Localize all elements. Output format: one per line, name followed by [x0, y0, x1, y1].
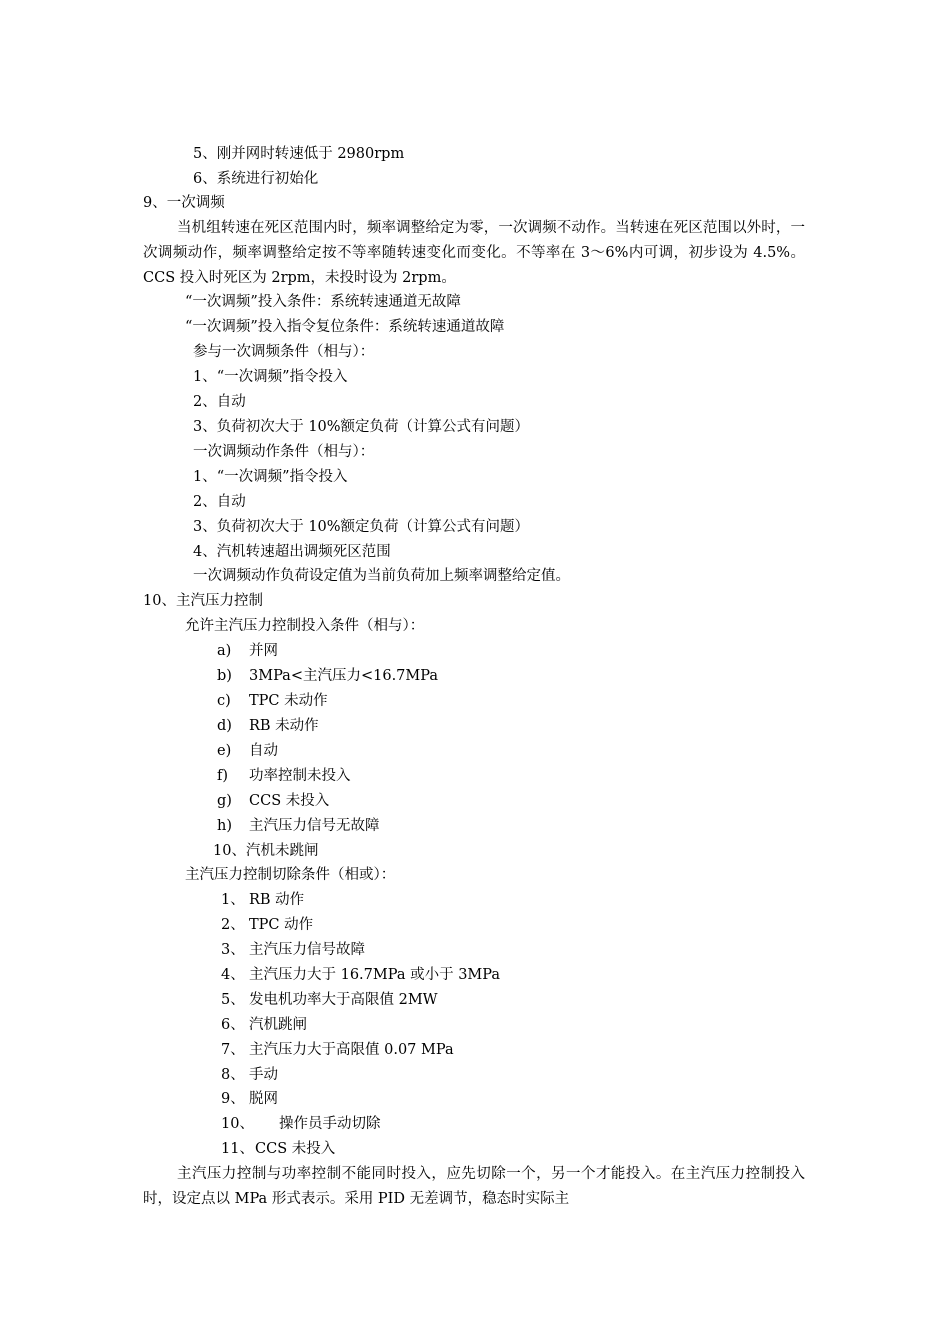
- list-item-mark: d): [217, 718, 232, 734]
- list-item-mark: b): [217, 668, 232, 684]
- list-item: 并网: [249, 643, 278, 659]
- list-item: 主汽压力大于 16.7MPa 或小于 3MPa: [249, 967, 501, 983]
- list-item: 3、负荷初次大于 10%额定负荷（计算公式有问题）: [193, 519, 530, 535]
- list-item: 1、“一次调频”指令投入: [193, 469, 348, 485]
- list-item: 主汽压力信号无故障: [249, 818, 380, 834]
- section-heading: 9、一次调频: [143, 195, 225, 211]
- subsection-title: 允许主汽压力控制投入条件（相与）：: [185, 618, 425, 634]
- list-item-mark: 6、: [221, 1017, 245, 1033]
- list-item: 3MPa<主汽压力<16.7MPa: [249, 668, 439, 684]
- list-item-mark: 7、: [221, 1042, 245, 1058]
- list-item: 4、汽机转速超出调频死区范围: [193, 544, 391, 560]
- list-item: RB 未动作: [249, 718, 319, 734]
- list-item-mark: c): [217, 693, 231, 709]
- list-item-mark: 3、: [221, 942, 245, 958]
- paragraph-pressure-control: 主汽压力控制与功率控制不能同时投入，应先切除一个，另一个才能投入。在主汽压力控制投入时，设定点以 MPa 形式表示。采用 PID 无差调节，稳态时实际主: [143, 1166, 805, 1207]
- list-item: 6、系统进行初始化: [193, 171, 319, 187]
- section-heading: 10、主汽压力控制: [143, 593, 263, 609]
- paragraph-frequency-description: 当机组转速在死区范围内时，频率调整给定为零，一次调频不动作。当转速在死区范围以外时，一次调频动作，频率调整给定按不等率随转速变化而变化。不等率在 3～6%内可调，初步设为 4.5%。CCS 投入时死区为 2rpm，未投时设为 2rpm。: [143, 220, 805, 286]
- list-item: 主汽压力大于高限值 0.07 MPa: [249, 1042, 454, 1058]
- list-item: 发电机功率大于高限值 2MW: [249, 992, 438, 1008]
- list-item: 2、自动: [193, 394, 246, 410]
- list-item-mark: 10、: [221, 1116, 254, 1132]
- list-item: 脱网: [249, 1091, 278, 1107]
- list-item-mark: e): [217, 743, 232, 759]
- list-item-mark: 1、: [221, 892, 245, 908]
- text-line: “一次调频”投入指令复位条件：系统转速通道故障: [185, 319, 505, 335]
- list-item-mark: a): [217, 643, 232, 659]
- list-item: 功率控制未投入: [249, 768, 351, 784]
- list-item: CCS 未投入: [249, 793, 330, 809]
- text-line: 一次调频动作负荷设定值为当前负荷加上频率调整给定值。: [193, 568, 570, 584]
- subsection-title: 参与一次调频条件（相与）：: [193, 344, 375, 360]
- list-item: 3、负荷初次大于 10%额定负荷（计算公式有问题）: [193, 419, 530, 435]
- list-item: 主汽压力信号故障: [249, 942, 365, 958]
- list-item-mark: h): [217, 818, 232, 834]
- subsection-title: 一次调频动作条件（相与）：: [193, 444, 375, 460]
- list-item: 1、“一次调频”指令投入: [193, 369, 348, 385]
- list-item: 自动: [249, 743, 278, 759]
- text-line: “一次调频”投入条件：系统转速通道无故障: [185, 294, 461, 310]
- list-item-mark: 11、: [221, 1141, 254, 1157]
- list-item: 操作员手动切除: [279, 1116, 381, 1132]
- list-item: TPC 未动作: [249, 693, 328, 709]
- list-item-mark: 5、: [221, 992, 245, 1008]
- list-item-mark: 8、: [221, 1067, 245, 1083]
- list-item: 10、汽机未跳闸: [213, 843, 319, 859]
- list-item: 2、自动: [193, 494, 246, 510]
- subsection-title: 主汽压力控制切除条件（相或）：: [185, 867, 396, 883]
- list-item: TPC 动作: [249, 917, 314, 933]
- list-item: 手动: [249, 1067, 278, 1083]
- list-item: 5、刚并网时转速低于 2980rpm: [193, 146, 405, 162]
- list-item-mark: 2、: [221, 917, 245, 933]
- list-item-mark: f): [217, 768, 229, 784]
- list-item-mark: 4、: [221, 967, 245, 983]
- list-item-mark: g): [217, 793, 232, 809]
- list-item: CCS 未投入: [255, 1141, 336, 1157]
- list-item-mark: 9、: [221, 1091, 245, 1107]
- list-item: 汽机跳闸: [249, 1017, 307, 1033]
- list-item: RB 动作: [249, 892, 305, 908]
